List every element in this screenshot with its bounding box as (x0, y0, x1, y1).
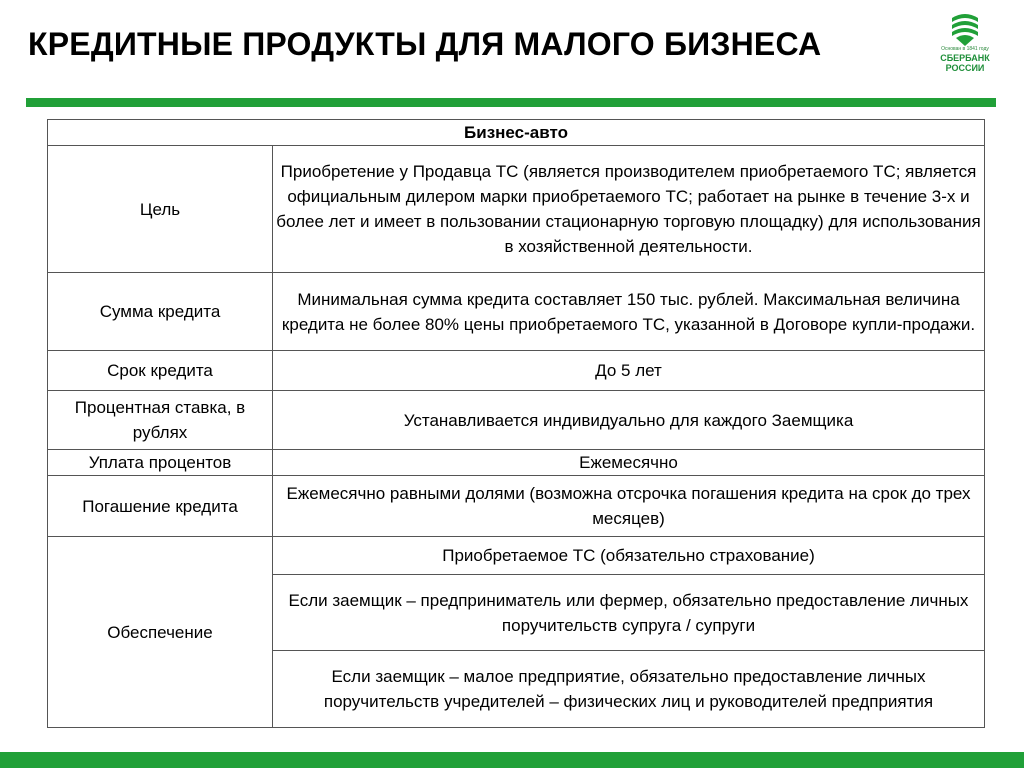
row-label-security: Обеспечение (48, 537, 273, 728)
table-row (48, 450, 985, 476)
row-value-term: До 5 лет (273, 351, 985, 391)
table-header: Бизнес-авто (48, 120, 985, 146)
row-value-rate: Устанавливается индивидуально для каждого Заемщика (273, 391, 985, 450)
row-value-security-2: Если заемщик – предприниматель или фермер, обязательно предоставление личных поручительств супруга / супруги (273, 575, 985, 651)
row-value-amount: Минимальная сумма кредита составляет 150 тыс. рублей. Максимальная величина кредита не более 80% цены приобретаемого ТС, указанной в Договоре купли-продажи. (273, 273, 985, 351)
sberbank-emblem-icon (948, 12, 982, 46)
row-label-amount: Сумма кредита (48, 273, 273, 351)
row-value-purpose: Приобретение у Продавца ТС (является производителем приобретаемого ТС; является официальным дилером марки приобретаемого ТС; работает на рынке в течение 3-х и более лет и имеет в пользовании стационарную торговую площадку) для использования в хозяйственной деятельности. (273, 146, 985, 273)
logo-founded-text: Основан в 1841 году (941, 46, 989, 52)
table-row (48, 476, 985, 537)
row-value-security-1: Приобретаемое ТС (обязательно страхование) (273, 537, 985, 575)
table-row (48, 146, 985, 273)
table-row (48, 391, 985, 450)
row-label-term: Срок кредита (48, 351, 273, 391)
table-row (48, 273, 985, 351)
logo-name-line1: СБЕРБАНК (940, 53, 990, 63)
table-header-row (48, 120, 985, 146)
sberbank-logo (930, 12, 1000, 92)
table-row (48, 351, 985, 391)
logo-name-line2: РОССИИ (945, 63, 985, 73)
credit-product-table (47, 119, 985, 728)
page-title: КРЕДИТНЫЕ ПРОДУКТЫ ДЛЯ МАЛОГО БИЗНЕСА (28, 26, 822, 62)
row-label-repayment: Погашение кредита (48, 476, 273, 537)
row-value-repayment: Ежемесячно равными долями (возможна отсрочка погашения кредита на срок до трех месяцев) (273, 476, 985, 537)
header-divider (26, 98, 996, 107)
footer-bar (0, 752, 1024, 768)
table-row (48, 537, 985, 575)
row-label-interest-payment: Уплата процентов (48, 450, 273, 476)
row-label-purpose: Цель (48, 146, 273, 273)
row-value-security-3: Если заемщик – малое предприятие, обязательно предоставление личных поручительств учредителей – физических лиц и руководителей предприятия (273, 651, 985, 728)
row-value-interest-payment: Ежемесячно (273, 450, 985, 476)
row-label-rate: Процентная ставка, в рублях (48, 391, 273, 450)
